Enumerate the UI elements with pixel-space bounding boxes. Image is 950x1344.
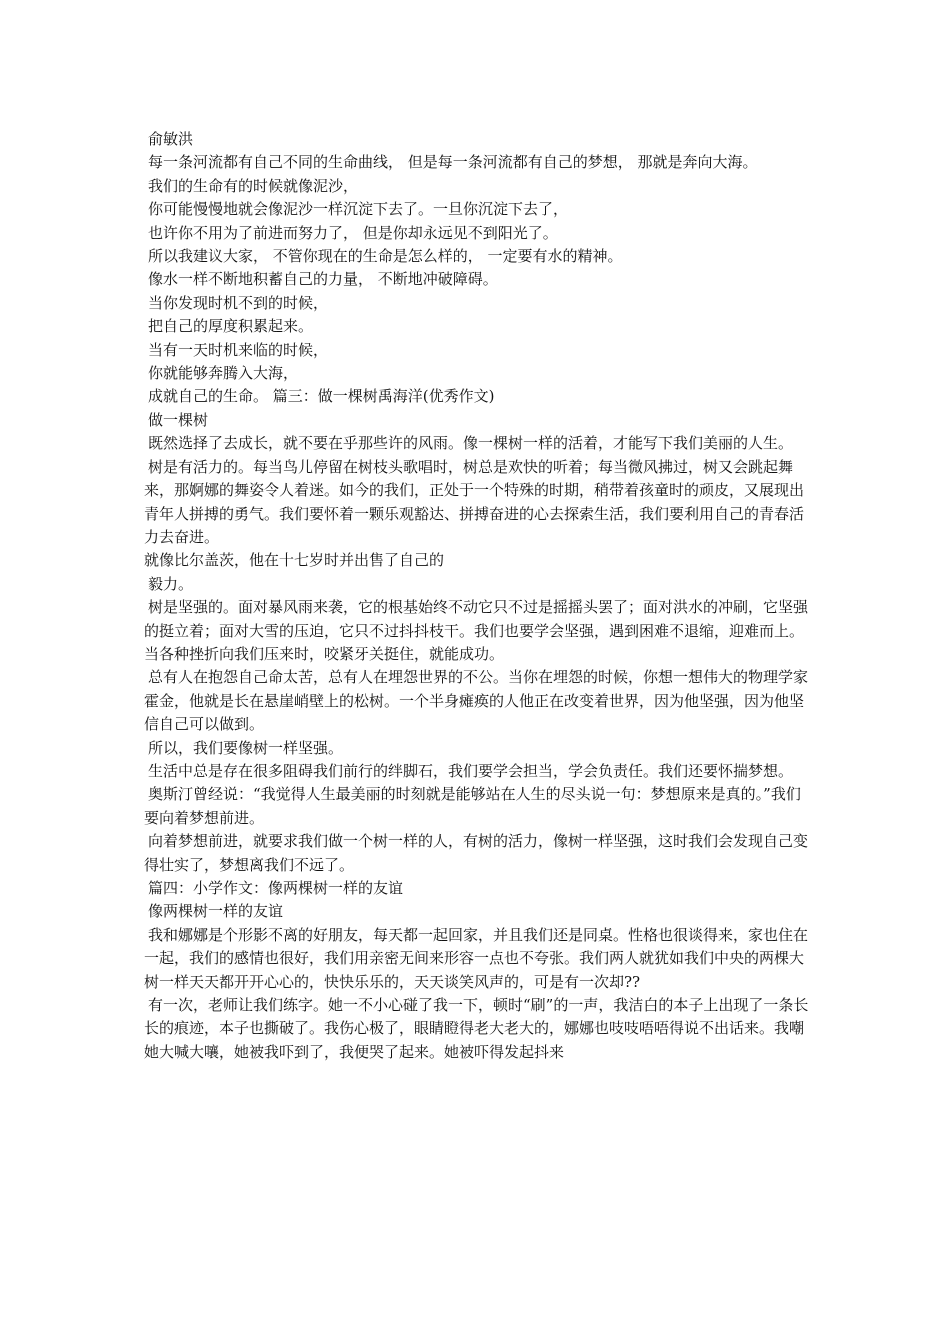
paragraph: 也许你不用为了前进而努力了， 但是你却永远见不到阳光了。 xyxy=(148,223,558,242)
paragraph: 把自己的厚度积累起来。 xyxy=(148,317,314,336)
paragraph: 像两棵树一样的友谊 xyxy=(148,902,284,921)
paragraph: 篇四：小学作文：像两棵树一样的友谊 xyxy=(148,879,404,897)
paragraph: 既然选择了去成长，就不要在乎那些许的风雨。像一棵树一样的活着，才能写下我们美丽的人生。 xyxy=(148,434,794,453)
document-body xyxy=(144,128,812,1064)
paragraph: 总有人在抱怨自己命太苦，总有人在埋怨世界的不公。当你在埋怨的时候，你想一想伟大的物理学家霍金，他就是长在悬崖峭壁上的松树。一个半身瘫痪的人他正在改变着世界，因为他坚强，因为他坚信自己可以做到。 xyxy=(144,668,809,734)
paragraph: 当你发现时机不到的时候， xyxy=(148,293,329,312)
paragraph: 你可能慢慢地就会像泥沙一样沉淀下去了。一旦你沉淀下去了， xyxy=(148,200,569,219)
paragraph: 就像比尔盖茨，他在十七岁时并出售了自己的 xyxy=(144,551,445,570)
paragraph: 当有一天时机来临的时候， xyxy=(148,340,329,359)
paragraph: 我们的生命有的时候就像泥沙， xyxy=(148,176,359,195)
paragraph: 树是有活力的。每当鸟儿停留在树枝头歌唱时，树总是欢快的听着；每当微风拂过，树又会跳起舞来，那婀娜的舞姿令人着迷。如今的我们，正处于一个特殊的时期，稍带着孩童时的顽皮，又展现出青年人拼搏的勇气。我们要怀着一颗乐观豁达、拼搏奋进的心去探索生活，我们要利用自己的青春活力去奋进。 xyxy=(144,457,805,546)
paragraph: 生活中总是存在很多阻碍我们前行的绊脚石，我们要学会担当，学会负责任。我们还要怀揣梦想。 xyxy=(148,761,794,780)
paragraph: 所以我建议大家， 不管你现在的生命是怎么样的， 一定要有水的精神。 xyxy=(148,247,623,266)
paragraph: 毅力。 xyxy=(148,574,194,593)
paragraph: 每一条河流都有自己不同的生命曲线， 但是每一条河流都有自己的梦想， 那就是奔向大海。 xyxy=(148,153,758,172)
paragraph: 你就能够奔腾入大海， xyxy=(148,364,299,383)
paragraph: 俞敏洪 xyxy=(148,130,194,148)
paragraph: 树是坚强的。面对暴风雨来袭，它的根基始终不动它只不过是摇摇头罢了；面对洪水的冲刷，它坚强的挺立着；面对大雪的压迫，它只不过抖抖枝干。我们也要学会坚强，遇到困难不退缩，迎难而上。当各种挫折向我们压来时，咬紧牙关挺住，就能成功。 xyxy=(144,598,809,663)
paragraph: 成就自己的生命。 篇三：做一棵树禹海洋(优秀作文) xyxy=(148,387,495,406)
paragraph: 像水一样不断地积蓄自己的力量， 不断地冲破障碍。 xyxy=(148,270,498,289)
paragraph: 奥斯汀曾经说：“我觉得人生最美丽的时刻就是能够站在人生的尽头说一句：梦想原来是真的。”我们要向着梦想前进。 xyxy=(144,785,801,827)
paragraph: 向着梦想前进，就要求我们做一个树一样的人，有树的活力，像树一样坚强，这时我们会发现自己变得壮实了，梦想离我们不远了。 xyxy=(144,832,809,874)
paragraph: 有一次，老师让我们练字。她一不小心碰了我一下，顿时“刷”的一声，我洁白的本子上出现了一条长长的痕迹，本子也撕破了。我伤心极了，眼睛瞪得老大老大的，娜娜也吱吱唔唔得说不出话来。我嘲她大喊大嚷，她被我吓到了，我便哭了起来。她被吓得发起抖来 xyxy=(144,996,809,1061)
paragraph: 做一棵树 xyxy=(148,410,209,429)
paragraph: 我和娜娜是个形影不离的好朋友，每天都一起回家，并且我们还是同桌。性格也很谈得来，家也住在一起，我们的感情也很好，我们用亲密无间来形容一点也不夸张。我们两人就犹如我们中央的两棵大树一样天天都开开心心的，快快乐乐的，天天谈笑风声的，可是有一次却?? xyxy=(144,925,809,991)
paragraph: 所以，我们要像树一样坚强。 xyxy=(148,738,344,757)
